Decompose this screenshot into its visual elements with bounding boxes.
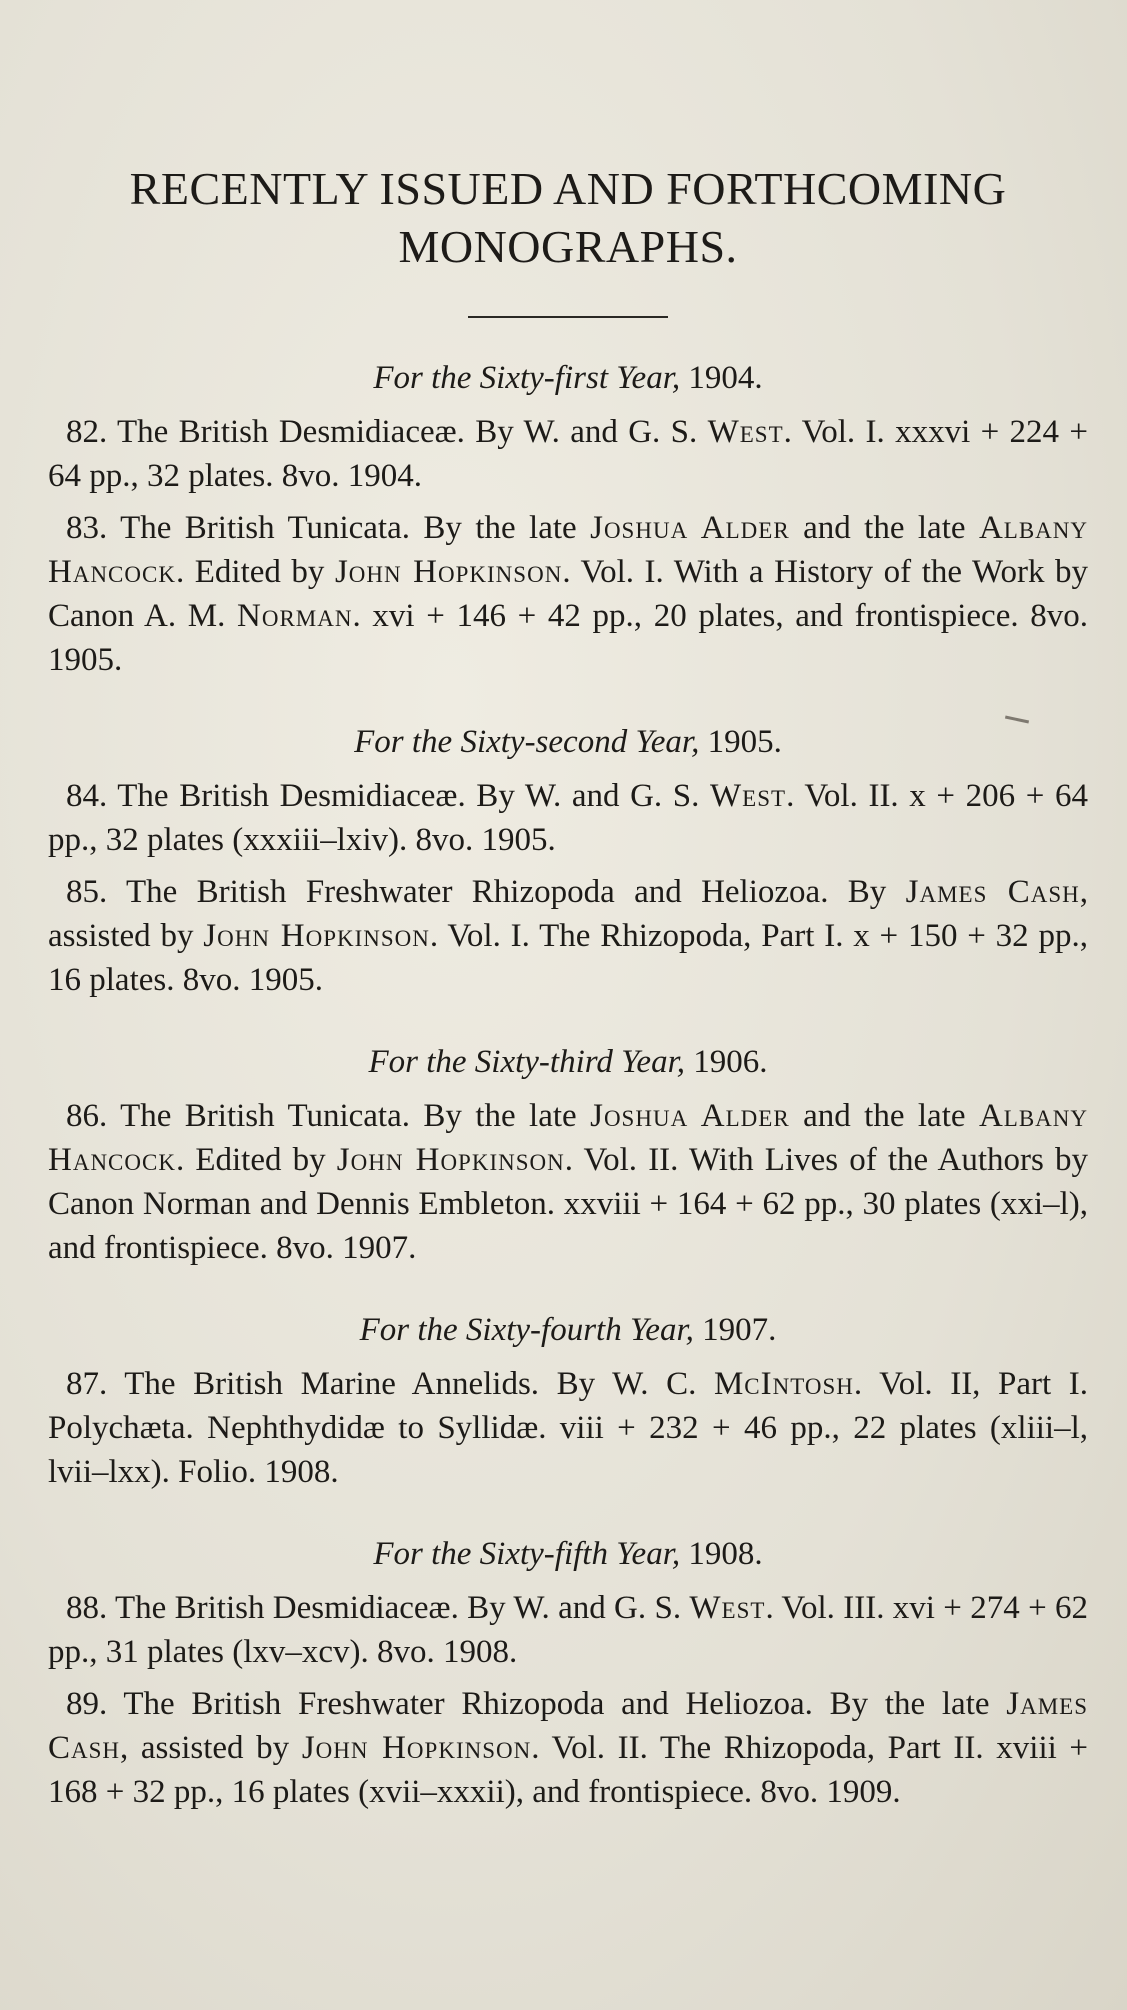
year-section: [48, 1534, 1088, 1814]
monograph-entry: [48, 774, 1088, 862]
author-name: McIntosh: [713, 1366, 854, 1402]
author-name: John Hopkinson: [301, 1730, 532, 1766]
document-page: [48, 160, 1088, 1814]
entry-text: . Vol. I. With a History of the Work by Canon A. M.: [48, 554, 1088, 634]
entry-text: . Vol. II. The Rhizopoda, Part II. xviii + 168 + 32 pp., 16 plates (xvii–xxxii), and frontispiece. 8vo. 1909.: [48, 1730, 1089, 1810]
author-name: John Hopkinson: [203, 918, 430, 954]
year-heading-date: 1905.: [707, 724, 782, 760]
author-name: West: [707, 414, 784, 450]
title-divider: [468, 316, 668, 318]
author-name: John Hopkinson: [334, 554, 563, 590]
monograph-entry: [48, 410, 1088, 498]
author-name: West: [689, 1590, 766, 1626]
year-heading-label: For the Sixty-second Year,: [354, 724, 700, 760]
year-heading: [48, 1042, 1088, 1082]
monograph-entry: [48, 870, 1088, 1002]
year-heading: [48, 1534, 1088, 1574]
entry-text: 83. The British Tunicata. By the late: [66, 510, 591, 546]
year-heading-date: 1904.: [688, 360, 763, 396]
monograph-entry: [48, 1362, 1088, 1494]
entry-text: 84. The British Desmidiaceæ. By W. and G. S.: [66, 778, 711, 814]
entry-text: 88. The British Desmidiaceæ. By W. and G. S.: [66, 1590, 690, 1626]
year-heading-date: 1907.: [702, 1312, 777, 1348]
year-section: [48, 722, 1088, 1002]
year-section: [48, 1310, 1088, 1494]
year-section: [48, 1042, 1088, 1270]
entry-text: . Vol. II, Part I. Polychæta. Nephthydidæ to Syllidæ. viii + 232 + 46 pp., 22 plates (xliii–l, lvii–lxx). Folio. 1908.: [48, 1366, 1088, 1490]
title-line-2: MONOGRAPHS.: [398, 221, 738, 272]
monograph-entry: [48, 1682, 1088, 1814]
author-name: James Cash: [48, 1686, 1088, 1766]
entry-text: 87. The British Marine Annelids. By W. C.: [66, 1366, 714, 1402]
author-name: Norman: [237, 598, 353, 634]
author-name: John Hopkinson: [336, 1142, 565, 1178]
author-name: Albany Hancock: [48, 510, 1088, 590]
monograph-entry: [48, 506, 1088, 682]
year-section: [48, 358, 1088, 682]
monograph-entry: [48, 1094, 1088, 1270]
entry-text: 86. The British Tunicata. By the late: [66, 1098, 591, 1134]
year-heading: [48, 358, 1088, 398]
entry-text: 82. The British Desmidiaceæ. By W. and G. S.: [66, 414, 708, 450]
year-heading: [48, 1310, 1088, 1350]
year-heading: [48, 722, 1088, 762]
author-name: West: [710, 778, 787, 814]
year-heading-label: For the Sixty-first Year,: [373, 360, 681, 396]
entry-text: . Vol. II. x + 206 + 64 pp., 32 plates (xxxiii–lxiv). 8vo. 1905.: [48, 778, 1088, 858]
entry-text: , assisted by: [120, 1730, 302, 1766]
entry-text: . xvi + 146 + 42 pp., 20 plates, and frontispiece. 8vo. 1905.: [48, 598, 1088, 678]
entry-text: . Edited by: [175, 554, 335, 590]
entry-text: . Vol. I. The Rhizopoda, Part I. x + 150 + 32 pp., 16 plates. 8vo. 1905.: [48, 918, 1088, 998]
year-heading-label: For the Sixty-fourth Year,: [359, 1312, 694, 1348]
monograph-sections: [48, 358, 1088, 1814]
entry-text: and the late: [789, 510, 979, 546]
author-name: Joshua Alder: [590, 1098, 790, 1134]
entry-text: and the late: [789, 1098, 979, 1134]
year-heading-date: 1906.: [693, 1044, 768, 1080]
entry-text: 85. The British Freshwater Rhizopoda and Heliozoa. By: [66, 874, 906, 910]
year-heading-label: For the Sixty-fifth Year,: [373, 1536, 681, 1572]
author-name: James Cash: [905, 874, 1080, 910]
entry-text: . Vol. I. xxxvi + 224 + 64 pp., 32 plates. 8vo. 1904.: [48, 414, 1089, 494]
page-title: [48, 160, 1088, 276]
year-heading-label: For the Sixty-third Year,: [368, 1044, 686, 1080]
author-name: Albany Hancock: [48, 1098, 1088, 1178]
monograph-entry: [48, 1586, 1088, 1674]
year-heading-date: 1908.: [688, 1536, 763, 1572]
entry-text: . Vol. III. xvi + 274 + 62 pp., 31 plates (lxv–xcv). 8vo. 1908.: [48, 1590, 1089, 1670]
entry-text: . Edited by: [175, 1142, 337, 1178]
entry-text: . Vol. II. With Lives of the Authors by Canon Norman and Dennis Embleton. xxviii + 164 + 62 pp., 30 plates (xxi–l), and frontispiece. 8vo. 1907.: [48, 1142, 1089, 1266]
title-line-1: RECENTLY ISSUED AND FORTHCOMING: [129, 163, 1007, 214]
author-name: Joshua Alder: [590, 510, 790, 546]
entry-text: 89. The British Freshwater Rhizopoda and Heliozoa. By the late: [66, 1686, 1007, 1722]
entry-text: , assisted by: [48, 874, 1088, 954]
